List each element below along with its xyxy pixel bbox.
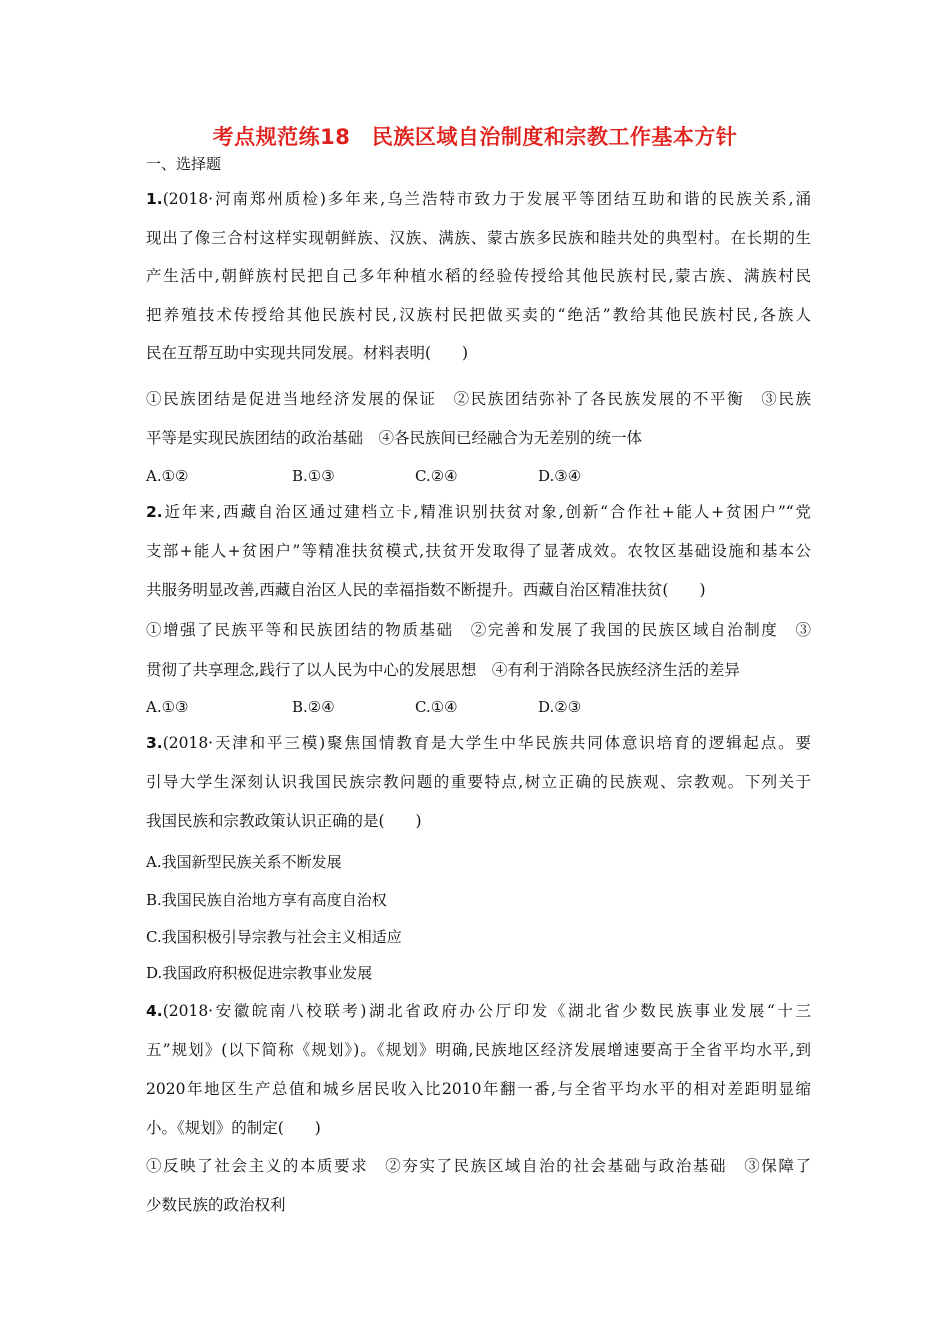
q3-line [146,733,811,753]
q2-choice-c: C.①④ [415,698,458,716]
q1-number: 1. [146,190,163,208]
q1-text: (2018·河南郑州质检)多年来,乌兰浩特市致力于发展平等团结互助和谐的民族关系,涌 [162,190,811,208]
q2-statement: 贯彻了共享理念,践行了以人民为中心的发展思想 ④有利于消除各民族经济生活的差异 [146,661,740,679]
q3-option-c: C.我国积极引导宗教与社会主义相适应 [146,928,402,946]
q3-option-b: B.我国民族自治地方享有高度自治权 [146,891,387,909]
q1-line: 民在互帮互助中实现共同发展。材料表明( ) [146,344,469,362]
q3-line: 我国民族和宗教政策认识正确的是( ) [146,812,422,830]
q2-statement: ①增强了民族平等和民族团结的物质基础 ②完善和发展了我国的民族区域自治制度 ③ [146,621,811,639]
q2-line [146,502,811,522]
q3-option-d: D.我国政府积极促进宗教事业发展 [146,964,373,982]
q2-choice-a: A.①③ [146,698,189,716]
q1-statement: 平等是实现民族团结的政治基础 ④各民族间已经融合为无差别的统一体 [146,429,643,447]
q3-option-a: A.我国新型民族关系不断发展 [146,853,342,871]
q4-text: (2018·安徽皖南八校联考)湖北省政府办公厅印发《湖北省少数民族事业发展“十三 [162,1002,811,1020]
q3-line: 引导大学生深刻认识我国民族宗教问题的重要特点,树立正确的民族观、宗教观。下列关于 [146,773,811,791]
q4-line [146,1001,811,1021]
q2-line: 共服务明显改善,西藏自治区人民的幸福指数不断提升。西藏自治区精准扶贫( ) [146,581,706,599]
q4-number: 4. [146,1002,163,1020]
q1-choice-d: D.③④ [538,467,582,485]
section-heading: 一、选择题 [146,155,222,173]
q1-choice-b: B.①③ [292,467,335,485]
q3-number: 3. [146,734,163,752]
q1-line: 现出了像三合村这样实现朝鲜族、汉族、满族、蒙古族多民族和睦共处的典型村。在长期的生 [146,229,811,247]
q1-choice-c: C.②④ [415,467,458,485]
q2-number: 2. [146,503,163,521]
q3-text: (2018·天津和平三模)聚焦国情教育是大学生中华民族共同体意识培育的逻辑起点。要 [162,734,811,752]
q2-text: 近年来,西藏自治区通过建档立卡,精准识别扶贫对象,创新“合作社+能人+贫困户”“党 [162,503,811,521]
q4-statement: 少数民族的政治权利 [146,1196,286,1214]
q1-line: 产生活中,朝鲜族村民把自己多年种植水稻的经验传授给其他民族村民,蒙古族、满族村民 [146,267,811,285]
q1-line [146,189,811,209]
q4-line: 五”规划》(以下简称《规划》)。《规划》明确,民族地区经济发展增速要高于全省平均水平,到 [146,1041,811,1059]
q1-statement: ①民族团结是促进当地经济发展的保证 ②民族团结弥补了各民族发展的不平衡 ③民族 [146,390,811,408]
q1-choice-a: A.①② [146,467,189,485]
q4-line: 小。《规划》的制定( ) [146,1119,321,1137]
q2-choice-b: B.②④ [292,698,335,716]
q4-statement: ①反映了社会主义的本质要求 ②夯实了民族区域自治的社会基础与政治基础 ③保障了 [146,1157,811,1175]
q4-line: 2020年地区生产总值和城乡居民收入比2010年翻一番,与全省平均水平的相对差距明显缩 [146,1080,811,1098]
q1-line: 把养殖技术传授给其他民族村民,汉族村民把做买卖的“绝活”教给其他民族村民,各族人 [146,306,811,324]
q2-line: 支部+能人+贫困户”等精准扶贫模式,扶贫开发取得了显著成效。农牧区基础设施和基本公 [146,542,811,560]
q2-choice-d: D.②③ [538,698,582,716]
page-title: 考点规范练18 民族区域自治制度和宗教工作基本方针 [212,125,738,149]
